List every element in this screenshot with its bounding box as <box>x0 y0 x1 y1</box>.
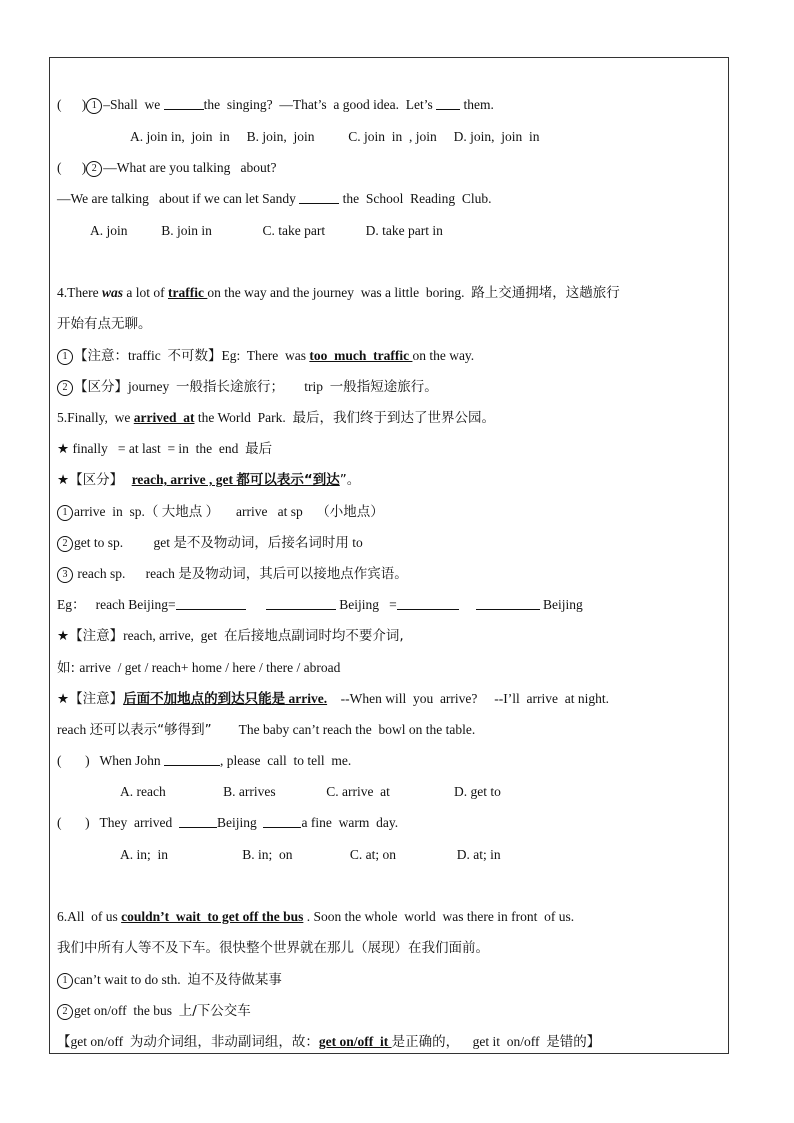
item6-phrase1: 1 can’t wait to do sth. 迫不及待做某事 <box>57 971 282 989</box>
item4-note1: 1 【注意：traffic 不可数】Eg: There was too much traffic on the way. <box>57 347 474 365</box>
answer-blank[interactable] <box>164 753 220 766</box>
circled-number: 1 <box>86 98 102 114</box>
answer-blank[interactable] <box>179 815 217 828</box>
item5-reach: 3 reach sp. reach 是及物动词，其后可以接地点作宾语。 <box>57 565 408 583</box>
question-join-1-options: A. join in, join in B. join, join C. join in , join D. join, join in <box>130 129 540 144</box>
item4-sentence: 4.There was a lot of traffic on the way and the journey was a little boring. 路上交通拥堵，这趟旅行 <box>57 285 620 301</box>
item5-arrive: 1 arrive in sp.（ 大地点 ） arrive at sp （小地点） <box>57 503 384 521</box>
answer-blank[interactable] <box>263 815 301 828</box>
item6-phrase2: 2 get on/off the bus 上/下公交车 <box>57 1002 251 1020</box>
answer-blank[interactable] <box>299 191 339 204</box>
item5-note-arrive: ★【注意】后面不加地点的到达只能是 arrive. --When will you arrive? --I’ll arrive at night. <box>57 691 609 707</box>
item5-reach-meaning: reach 还可以表示“够得到” The baby can’t reach the bowl on the table. <box>57 722 476 738</box>
item5-question-2-options: A. in; in B. in; on C. at; on D. at; in <box>120 847 501 862</box>
item6-note: 【get on/off 为动介词组，非动副词组，故：get on/off it 是正确的， get it on/off 是错的】 <box>57 1034 601 1050</box>
question-join-1: ( ) 1 –Shall we the singing? —That’s a good idea. Let’s them. <box>57 97 494 112</box>
item4-note2: 2 【区分】journey 一般指长途旅行； trip 一般指短途旅行。 <box>57 378 438 396</box>
item5-note-no-preposition: ★【注意】reach, arrive, get 在后接地点副词时均不要介词, <box>57 628 404 644</box>
item5-get: 2 get to sp. get 是不及物动词，后接名词时用 to <box>57 534 363 552</box>
answer-blank[interactable] <box>397 597 459 610</box>
answer-blank[interactable] <box>176 597 246 610</box>
item5-finally: ★ finally = at last = in the end 最后 <box>57 441 273 457</box>
item6-translation: 我们中所有人等不及下车。很快整个世界就在那儿（展现）在我们面前。 <box>57 940 489 956</box>
question-join-2-options: A. join B. join in C. take part D. take part in <box>90 223 443 238</box>
item4-translation: 开始有点无聊。 <box>57 316 152 332</box>
item5-question-1: ( ) When John , please call to tell me. <box>57 753 352 768</box>
answer-blank[interactable] <box>266 597 336 610</box>
item5-question-2: ( ) They arrived Beijing a fine warm day. <box>57 815 399 830</box>
answer-blank[interactable] <box>436 97 460 110</box>
item5-question-1-options: A. reach B. arrives C. arrive at D. get to <box>120 784 501 799</box>
question-join-2: ( ) 2 —What are you talking about? <box>57 160 277 175</box>
item6-sentence: 6.All of us couldn’t wait to get off the bus . Soon the whole world was there in front of us. <box>57 909 575 924</box>
circled-number: 2 <box>86 161 102 177</box>
item5-distinguish: ★【区分】 reach, arrive , get 都可以表示“到达”。 <box>57 472 361 488</box>
item5-adverbs: 如: arrive / get / reach+ home / here / there / abroad <box>57 660 341 676</box>
answer-blank[interactable] <box>164 97 204 110</box>
item5-sentence: 5.Finally, we arrived at the World Park. 最后，我们终于到达了世界公园。 <box>57 410 496 426</box>
item5-example: Eg： reach Beijing= Beijing = Beijing <box>57 597 583 612</box>
answer-blank[interactable] <box>476 597 540 610</box>
question-join-2-answer: —We are talking about if we can let Sandy the School Reading Club. <box>57 191 492 206</box>
